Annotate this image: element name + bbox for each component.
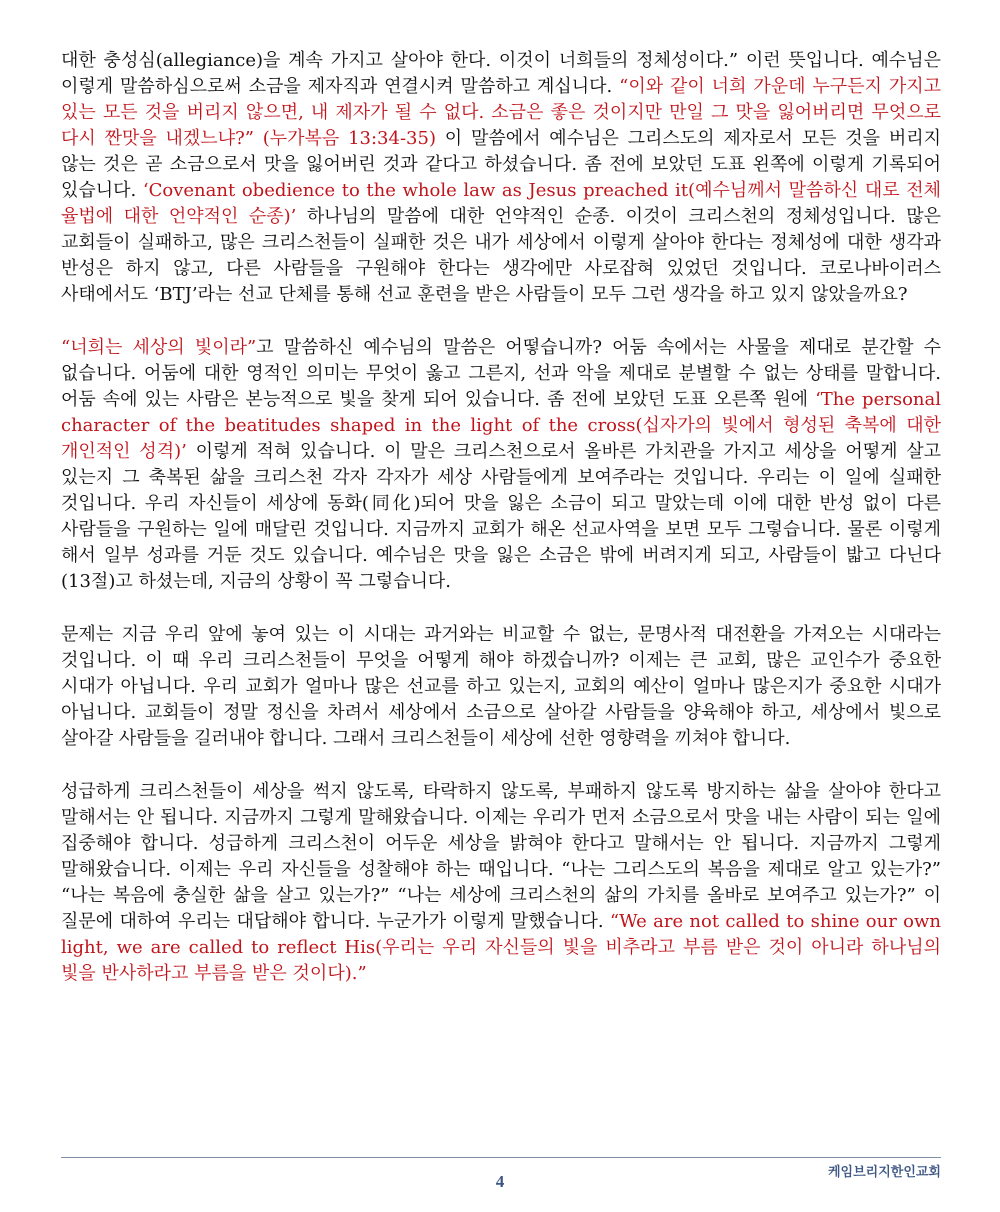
paragraph-2 [61,335,941,595]
paragraph-2-text-1: 고 말씀하신 예수님의 말씀은 어떻습니까? 어둠 속에서는 사물을 제대로 분간할 수 없습니다. 어둠에 대한 영적인 의미는 무엇이 옳고 그른지, 선과 악을 제대로 분별할 수 없는 상태를 말합니다. 어둠 속에 있는 사람은 본능적으로 빛을 찾게 되어 있습니다. 좀 전에 보았던 도표 오른쪽 원에 [61,337,941,410]
sermon-page-body [61,48,941,1014]
paragraph-4-quote-reflect: “We are not called to shine our own light, we are called to reflect His(우리는 우리 자신들의 빛을 비추라고 부름 받은 것이 아니라 하나님의 빛을 반사하라고 부름을 받은 것이다).” [61,911,941,984]
paragraph-4-text-1: 성급하게 크리스천들이 세상을 썩지 않도록, 타락하지 않도록, 부패하지 않도록 방지하는 삶을 살아야 한다고 말해서는 안 됩니다. 지금까지 그렇게 말해왔습니다. 이제는 우리가 먼저 소금으로서 맛을 내는 사람이 되는 일에 집중해야 합니다. 성급하게 크리스천이 어두운 세상을 밝혀야 한다고 말해서는 안 됩니다. 지금까지 그렇게 말해왔습니다. 이제는 우리 자신들을 성찰해야 하는 때입니다. “나는 그리스도의 복음을 제대로 알고 있는가?” “나는 복음에 충실한 삶을 살고 있는가?” “나는 세상에 크리스천의 삶의 가치를 올바로 보여주고 있는가?” 이 질문에 대하여 우리는 대답해야 합니다. 누군가가 이렇게 말했습니다. [61,781,941,932]
paragraph-1-quote-luke: “이와 같이 너희 가운데 누구든지 가지고 있는 모든 것을 버리지 않으면, 내 제자가 될 수 없다. 소금은 좋은 것이지만 만일 그 맛을 잃어버리면 무엇으로 다시 짠맛을 내겠느냐?” (누가복음 13:34-35) [61,76,941,149]
paragraph-1-text-1: 대한 충성심(allegiance)을 계속 가지고 살아야 한다. 이것이 너희들의 정체성이다.” 이런 뜻입니다. 예수님은 이렇게 말씀하심으로써 소금을 제자직과 연결시켜 말씀하고 계십니다. [61,50,941,97]
paragraph-4 [61,779,941,987]
paragraph-3-text-1: 문제는 지금 우리 앞에 놓여 있는 이 시대는 과거와는 비교할 수 없는, 문명사적 대전환을 가져오는 시대라는 것입니다. 이 때 우리 크리스천들이 무엇을 어떻게 해야 하겠습니까? 이제는 큰 교회, 많은 교인수가 중요한 시대가 아닙니다. 우리 교회가 얼마나 많은 선교를 하고 있는지, 교회의 예산이 얼마나 많은지가 중요한 시대가 아닙니다. 교회들이 정말 정신을 차려서 세상에서 소금으로 살아갈 사람들을 양육해야 하고, 세상에서 빛으로 살아갈 사람들을 길러내야 합니다. 그래서 크리스천들이 세상에 선한 영향력을 끼쳐야 합니다. [61,624,941,749]
paragraph-2-text-2: 이렇게 적혀 있습니다. 이 말은 크리스천으로서 올바른 가치관을 가지고 세상을 어떻게 살고 있는지 그 축복된 삶을 크리스천 각자 각자가 세상 사람들에게 보여주라는 것입니다. 우리는 이 일에 실패한 것입니다. 우리 자신들이 세상에 동화(同化)되어 맛을 잃은 소금이 되고 말았는데 이에 대한 반성 없이 다른 사람들을 구원하는 일에 매달린 것입니다. 지금까지 교회가 해온 선교사역을 보면 모두 그렇습니다. 물론 이렇게 해서 일부 성과를 거둔 것도 있습니다. 예수님은 맛을 잃은 소금은 밖에 버려지게 되고, 사람들이 밟고 다닌다(13절)고 하셨는데, 지금의 상황이 꼭 그렇습니다. [61,441,942,592]
footer-divider [61,1157,941,1158]
paragraph-3 [61,622,941,752]
paragraph-1-quote-covenant: ‘Covenant obedience to the whole law as Jesus preached it(예수님께서 말씀하신 대로 전체 율법에 대한 언약적인 순종)’ [61,180,941,227]
paragraph-1-text-2: 이 말씀에서 예수님은 그리스도의 제자로서 모든 것을 버리지 않는 것은 곧 소금으로서 맛을 잃어버린 것과 같다고 하셨습니다. 좀 전에 보았던 도표 왼쪽에 이렇게 기록되어 있습니다. [61,128,941,201]
paragraph-2-quote-beatitudes: ‘The personal character of the beatitudes shaped in the light of the cross(십자가의 빛에서 형성된 축복에 대한 개인적인 성격)’ [61,389,941,462]
page-number: 4 [495,1172,505,1191]
footer-church-name: 케임브리지한인교회 [827,1165,941,1180]
paragraph-1 [61,48,941,308]
paragraph-1-text-3: 하나님의 말씀에 대한 언약적인 순종. 이것이 크리스천의 정체성입니다. 많은 교회들이 실패하고, 많은 크리스천들이 실패한 것은 내가 세상에서 이렇게 살아야 한다는 정체성에 대한 생각과 반성은 하지 않고, 다른 사람들을 구원해야 한다는 생각에만 사로잡혀 있었던 것입니다. 코로나바이러스 사태에서도 ‘BTJ’라는 선교 단체를 통해 선교 훈련을 받은 사람들이 모두 그런 생각을 하고 있지 않았을까요? [61,206,941,305]
paragraph-2-quote-light: “너희는 세상의 빛이라” [61,337,257,358]
